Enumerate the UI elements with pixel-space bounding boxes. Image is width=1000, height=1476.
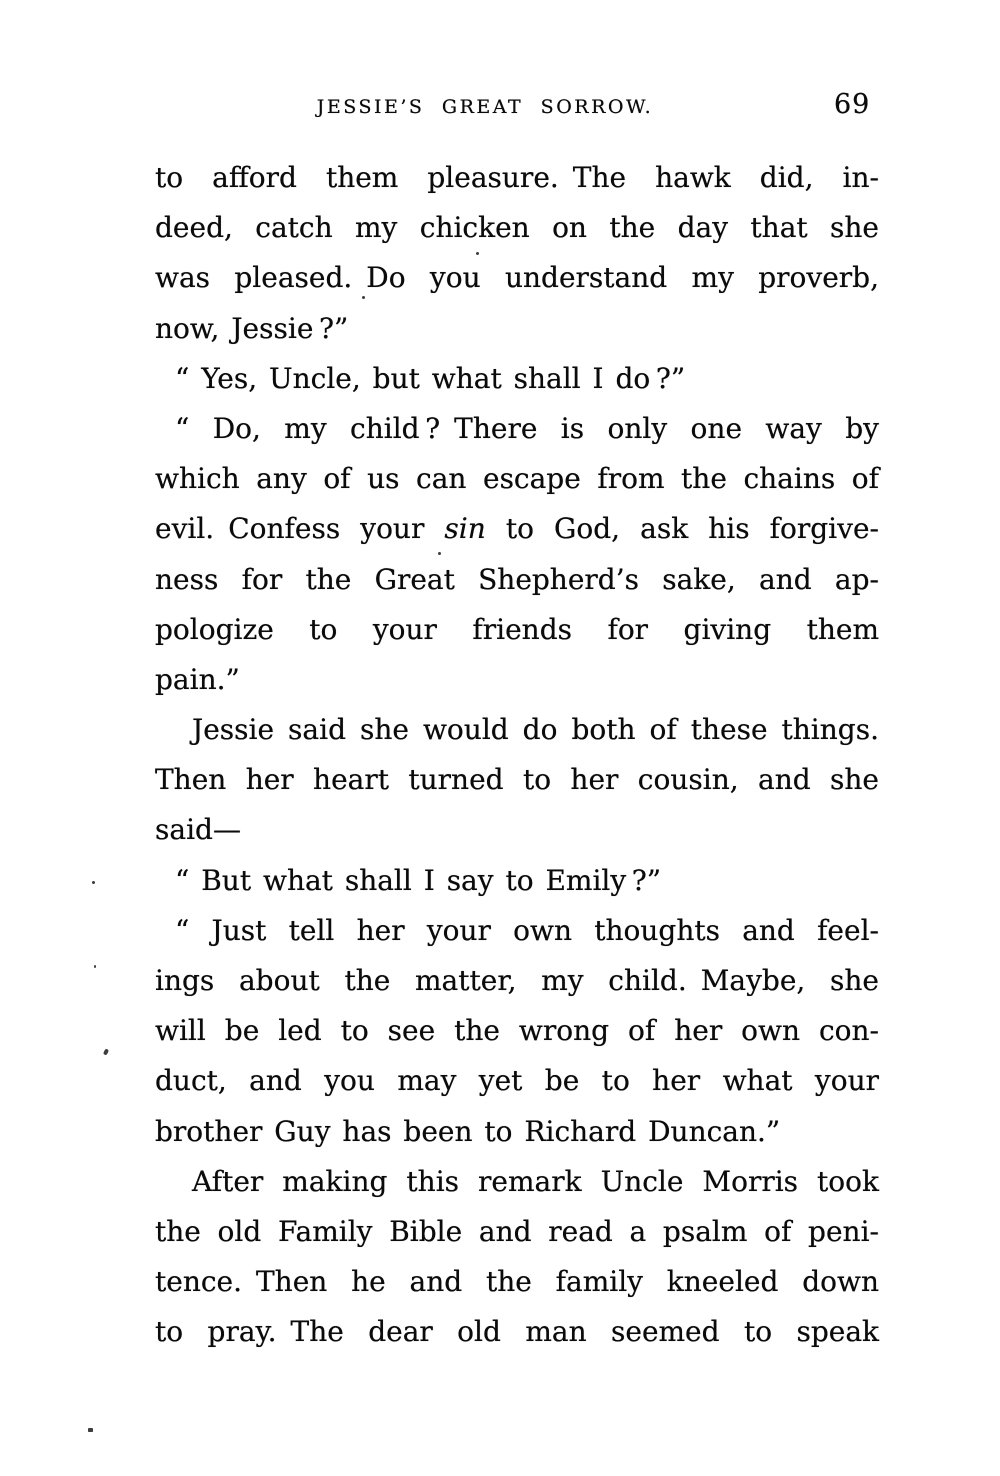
text-line: ness for the Great Shepherd’s sake, and ap- bbox=[155, 562, 879, 596]
text-line: the old Family Bible and read a psalm of peni- bbox=[155, 1214, 879, 1248]
text-line: which any of us can escape from the chains of bbox=[155, 462, 879, 496]
text-line: tence. Then he and the family kneeled down bbox=[155, 1265, 879, 1299]
text-line: to afford them pleasure. The hawk did, in- bbox=[155, 161, 879, 194]
scan-speck bbox=[362, 296, 365, 299]
text-line: “ Do, my child ? There is only one way by bbox=[175, 411, 879, 445]
text-line: brother Guy has been to Richard Duncan.” bbox=[155, 1114, 781, 1148]
text-line bbox=[155, 504, 879, 554]
scan-speck bbox=[476, 252, 479, 255]
text-segment: to God, ask his forgive- bbox=[485, 512, 879, 546]
text-line: now, Jessie ?” bbox=[155, 311, 349, 345]
scan-speck bbox=[103, 1048, 109, 1055]
text-segment: evil. Confess your bbox=[155, 512, 445, 546]
text-line: to pray. The dear old man seemed to speak bbox=[155, 1315, 879, 1349]
text-line: Then her heart turned to her cousin, and she bbox=[155, 763, 879, 797]
text-line: ings about the matter, my child. Maybe, she bbox=[155, 964, 879, 997]
italic-word-sin: sin bbox=[444, 512, 486, 546]
text-line: “ Just tell her your own thoughts and feel- bbox=[175, 913, 879, 947]
scan-speck bbox=[94, 965, 96, 968]
text-line: deed, catch my chicken on the day that she bbox=[155, 211, 879, 245]
scan-speck bbox=[438, 552, 441, 555]
text-line: pologize to your friends for giving them bbox=[155, 612, 879, 646]
text-line: After making this remark Uncle Morris took bbox=[192, 1164, 879, 1198]
scan-speck bbox=[92, 881, 95, 884]
running-header-title: JESSIE’S GREAT SORROW. bbox=[316, 96, 654, 118]
text-line: will be led to see the wrong of her own con- bbox=[155, 1014, 879, 1048]
text-line: “ But what shall I say to Emily ?” bbox=[175, 863, 662, 897]
text-line: was pleased. Do you understand my proverb, bbox=[155, 261, 879, 295]
page-number: 69 bbox=[834, 89, 871, 120]
text-line: said— bbox=[155, 813, 241, 847]
text-line: Jessie said she would do both of these things. bbox=[192, 713, 879, 747]
scan-speck bbox=[88, 1428, 93, 1432]
page-text-block bbox=[155, 153, 879, 1358]
text-line: pain.” bbox=[155, 662, 240, 696]
text-line: duct, and you may yet be to her what your bbox=[155, 1064, 879, 1098]
text-line: “ Yes, Uncle, but what shall I do ?” bbox=[175, 361, 686, 395]
